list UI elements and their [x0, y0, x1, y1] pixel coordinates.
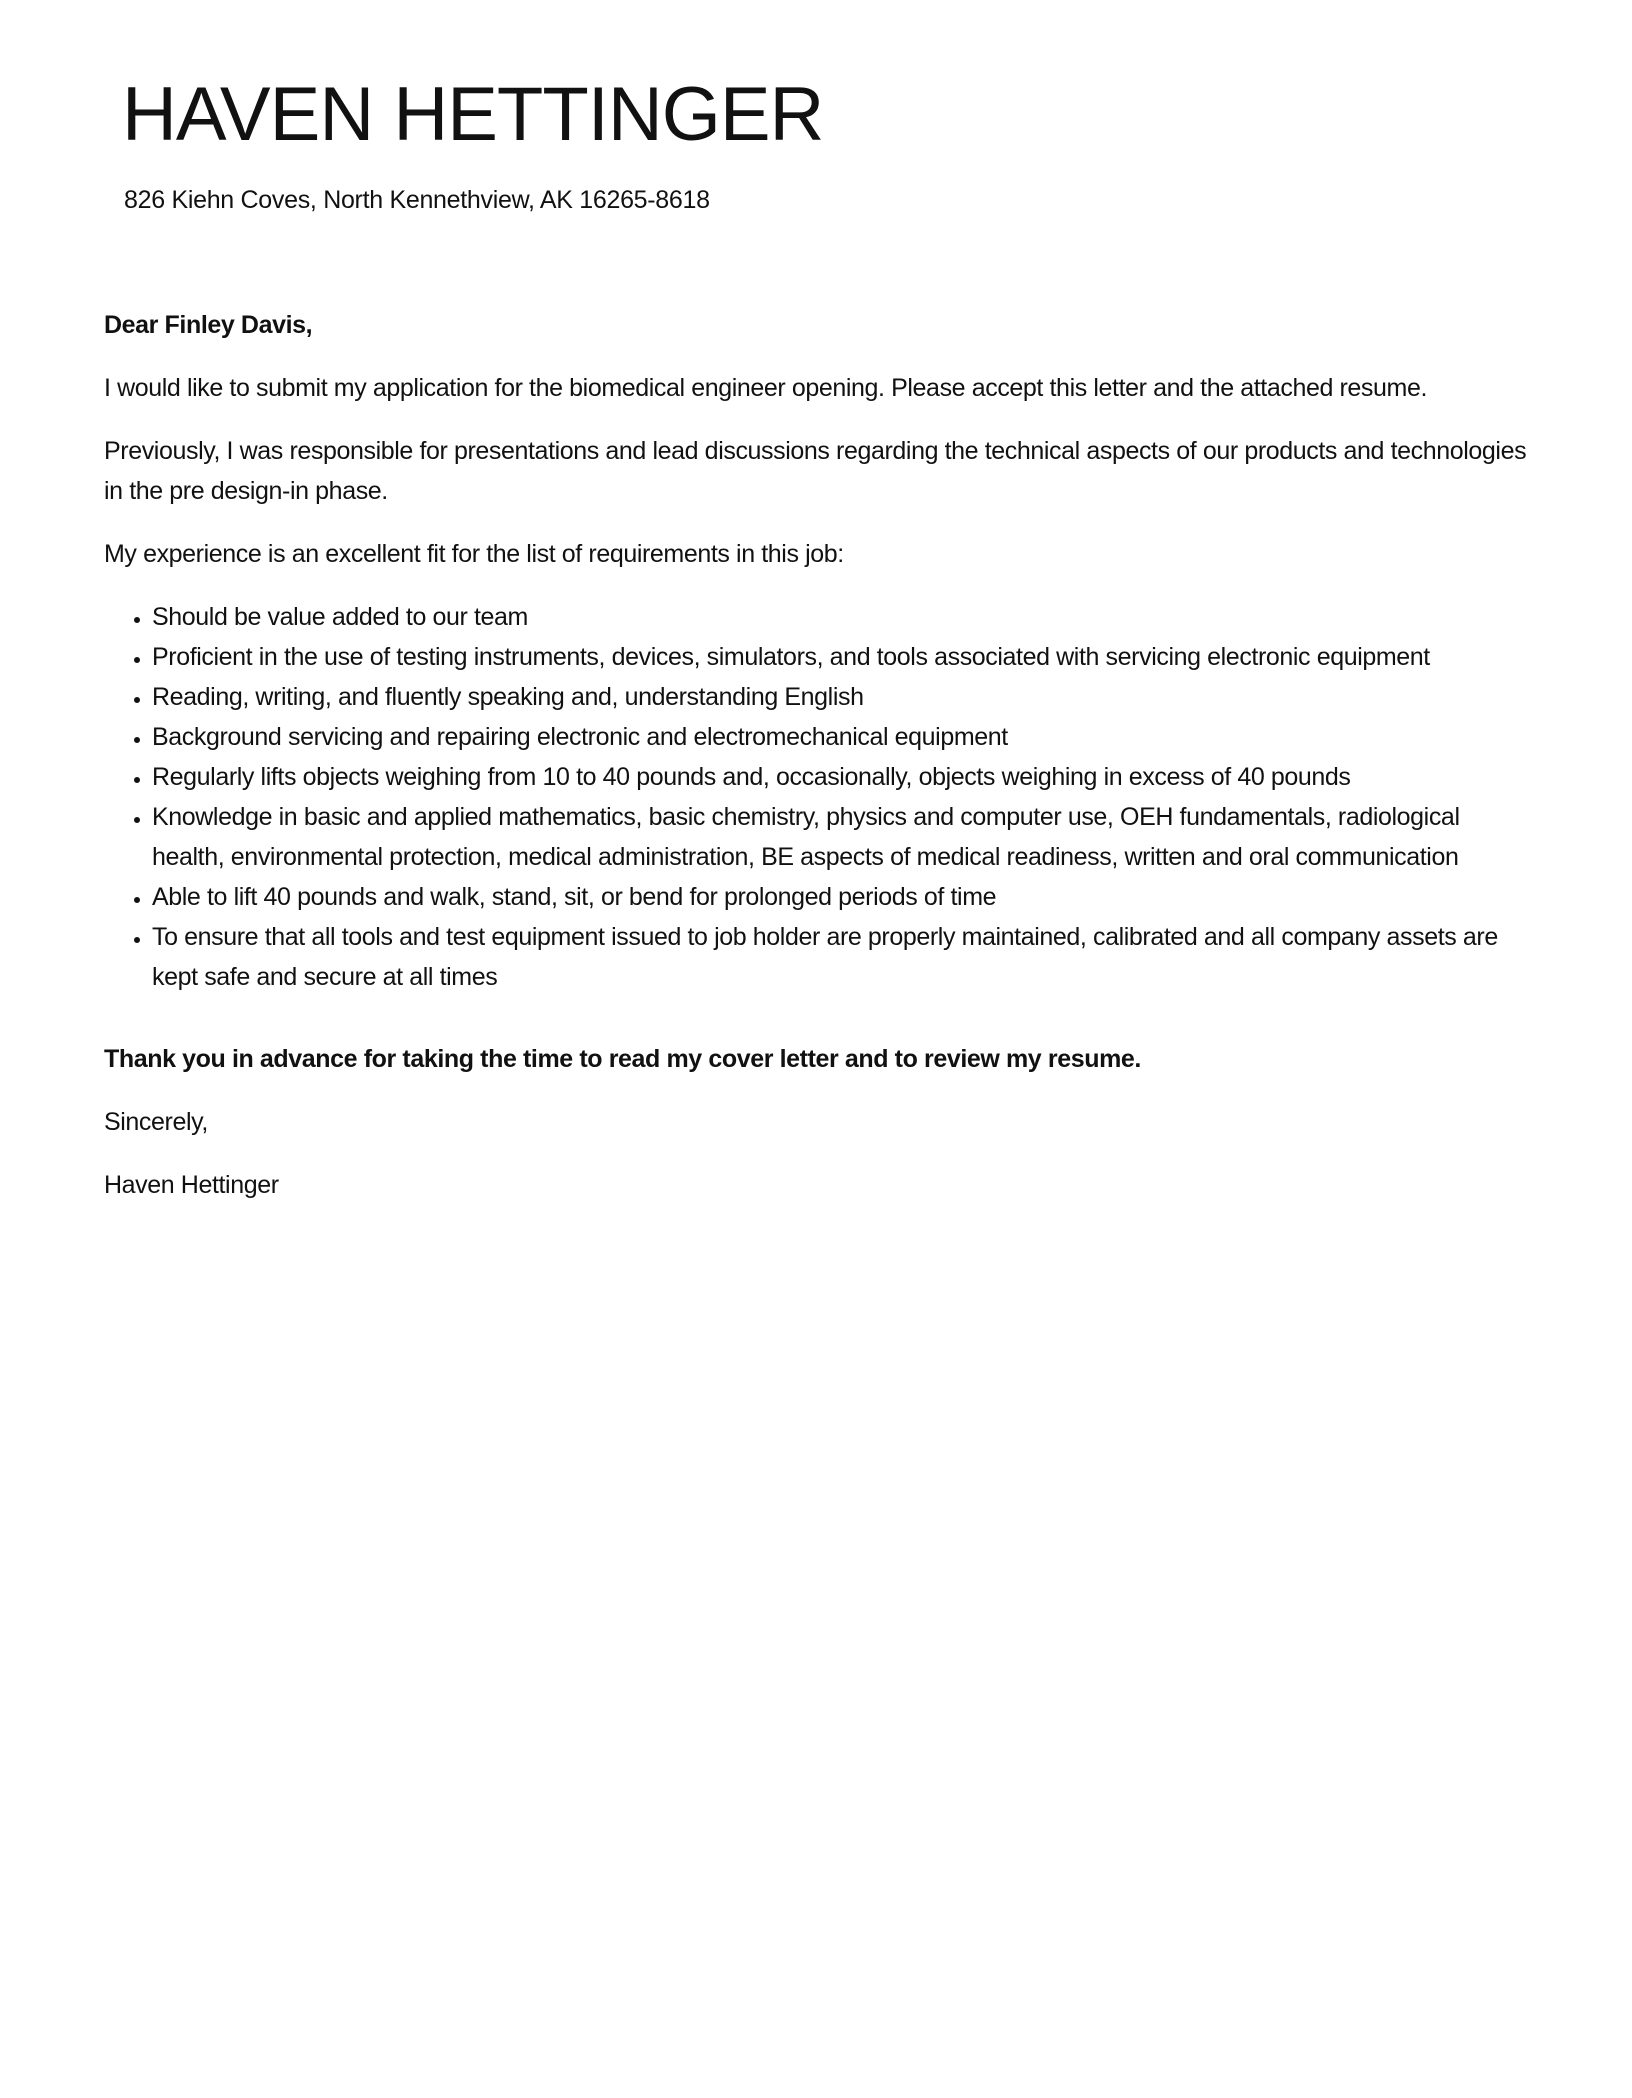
applicant-name: HAVEN HETTINGER [122, 72, 824, 157]
list-item: • Regularly lifts objects weighing from 10 to 40 pounds and, occasionally, objects weighing in excess of 40 pounds [152, 757, 1534, 797]
letter-body [104, 305, 1534, 1228]
valediction: Sincerely, [104, 1108, 208, 1136]
list-item: • Should be value added to our team [152, 597, 1534, 637]
list-item: • Knowledge in basic and applied mathematics, basic chemistry, physics and computer use, OEH fundamentals, radiological health, environmental protection, medical administration, BE aspects of medical readiness, written and oral communication [152, 797, 1534, 877]
signature: Haven Hettinger [104, 1171, 279, 1199]
requirements-intro: My experience is an excellent fit for the list of requirements in this job: [104, 540, 844, 568]
closing-statement: Thank you in advance for taking the time to read my cover letter and to review my resume. [104, 1045, 1141, 1073]
experience-paragraph: Previously, I was responsible for presentations and lead discussions regarding the technical aspects of our products and technologies in the pre design-in phase. [104, 437, 1527, 505]
list-item: • Reading, writing, and fluently speaking and, understanding English [152, 677, 1534, 717]
requirements-list [104, 597, 1534, 997]
salutation: Dear Finley Davis, [104, 311, 313, 339]
applicant-address: 826 Kiehn Coves, North Kennethview, AK 16265-8618 [124, 186, 710, 214]
list-item: • Able to lift 40 pounds and walk, stand, sit, or bend for prolonged periods of time [152, 877, 1534, 917]
list-item: • Background servicing and repairing electronic and electromechanical equipment [152, 717, 1534, 757]
list-item: • To ensure that all tools and test equipment issued to job holder are properly maintained, calibrated and all company assets are kept safe and secure at all times [152, 917, 1534, 997]
intro-paragraph: I would like to submit my application for the biomedical engineer opening. Please accept this letter and the attached resume. [104, 374, 1428, 402]
list-item: • Proficient in the use of testing instruments, devices, simulators, and tools associated with servicing electronic equipment [152, 637, 1534, 677]
